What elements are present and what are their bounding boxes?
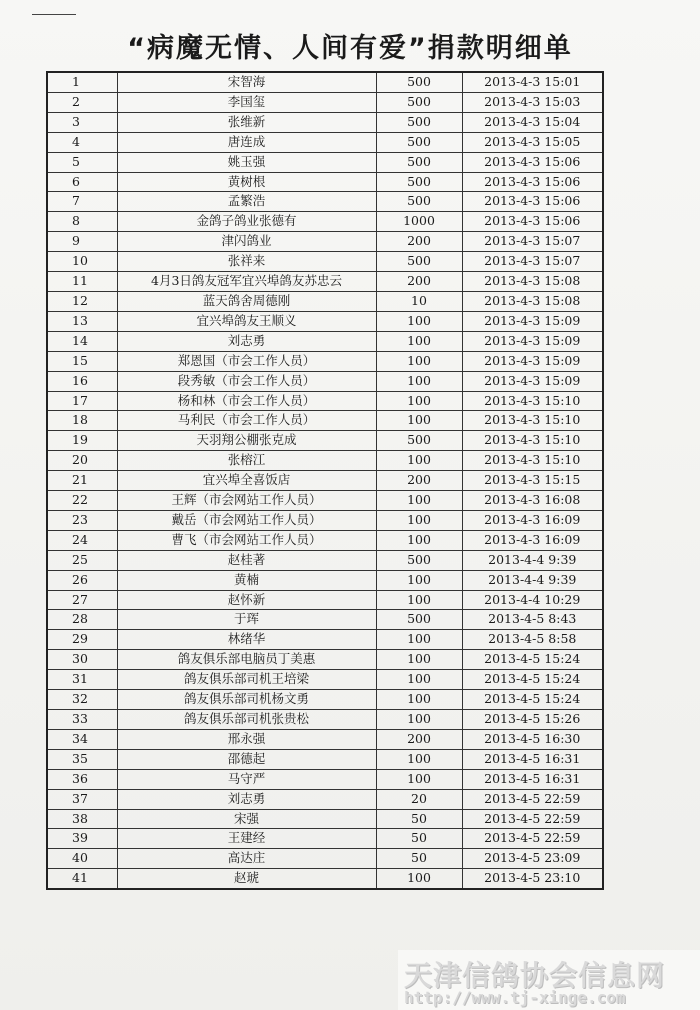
table-row — [47, 172, 603, 192]
donation-amount: 200 — [376, 471, 462, 491]
row-number: 5 — [47, 152, 117, 172]
table-row — [47, 829, 603, 849]
donation-amount: 500 — [376, 172, 462, 192]
donor-name: 邵德起 — [117, 749, 376, 769]
donor-name: 赵琥 — [117, 869, 376, 889]
table-row — [47, 451, 603, 471]
donation-time: 2013-4-4 9:39 — [462, 550, 603, 570]
donor-name: 刘志勇 — [117, 789, 376, 809]
row-number: 20 — [47, 451, 117, 471]
watermark-url: http://www.tj-xinge.com — [404, 988, 626, 1007]
donor-name: 李国玺 — [117, 92, 376, 112]
row-number: 10 — [47, 252, 117, 272]
donation-amount: 500 — [376, 550, 462, 570]
row-number: 39 — [47, 829, 117, 849]
donation-time: 2013-4-3 15:01 — [462, 72, 603, 92]
donor-name: 宜兴埠鸽友王顺义 — [117, 311, 376, 331]
donor-name: 马利民（市会工作人员） — [117, 411, 376, 431]
row-number: 16 — [47, 371, 117, 391]
donation-amount: 50 — [376, 849, 462, 869]
donation-time: 2013-4-3 15:09 — [462, 331, 603, 351]
donation-time: 2013-4-4 10:29 — [462, 590, 603, 610]
donation-amount: 500 — [376, 132, 462, 152]
table-row — [47, 550, 603, 570]
row-number: 38 — [47, 809, 117, 829]
donation-amount: 500 — [376, 92, 462, 112]
row-number: 30 — [47, 650, 117, 670]
donation-amount: 100 — [376, 590, 462, 610]
donation-time: 2013-4-3 15:15 — [462, 471, 603, 491]
row-number: 15 — [47, 351, 117, 371]
row-number: 11 — [47, 272, 117, 292]
row-number: 27 — [47, 590, 117, 610]
donation-time: 2013-4-5 16:30 — [462, 729, 603, 749]
donation-time: 2013-4-5 8:58 — [462, 630, 603, 650]
donation-amount: 10 — [376, 291, 462, 311]
donation-amount: 100 — [376, 690, 462, 710]
donation-time: 2013-4-3 15:07 — [462, 232, 603, 252]
donor-name: 段秀敏（市会工作人员） — [117, 371, 376, 391]
donation-amount: 500 — [376, 610, 462, 630]
donor-name: 金鸽子鸽业张德有 — [117, 212, 376, 232]
donor-name: 津闪鸽业 — [117, 232, 376, 252]
row-number: 19 — [47, 431, 117, 451]
donor-name: 4月3日鸽友冠军宜兴埠鸽友苏忠云 — [117, 272, 376, 292]
donation-time: 2013-4-3 15:04 — [462, 112, 603, 132]
donation-amount: 100 — [376, 630, 462, 650]
donation-time: 2013-4-5 8:43 — [462, 610, 603, 630]
table-row — [47, 152, 603, 172]
table-row — [47, 92, 603, 112]
table-row — [47, 849, 603, 869]
donation-time: 2013-4-5 22:59 — [462, 789, 603, 809]
donation-amount: 100 — [376, 769, 462, 789]
donation-amount: 100 — [376, 650, 462, 670]
table-row — [47, 112, 603, 132]
table-row — [47, 331, 603, 351]
donor-name: 邢永强 — [117, 729, 376, 749]
row-number: 41 — [47, 869, 117, 889]
donation-time: 2013-4-5 16:31 — [462, 749, 603, 769]
row-number: 8 — [47, 212, 117, 232]
donation-time: 2013-4-3 15:10 — [462, 451, 603, 471]
table-row — [47, 530, 603, 550]
donation-time: 2013-4-3 16:08 — [462, 491, 603, 511]
donor-name: 鸽友俱乐部司机杨文勇 — [117, 690, 376, 710]
donation-amount: 100 — [376, 451, 462, 471]
row-number: 25 — [47, 550, 117, 570]
donation-time: 2013-4-3 15:06 — [462, 192, 603, 212]
row-number: 29 — [47, 630, 117, 650]
donation-time: 2013-4-5 15:26 — [462, 710, 603, 730]
donor-name: 杨和林（市会工作人员） — [117, 391, 376, 411]
donation-amount: 500 — [376, 252, 462, 272]
row-number: 36 — [47, 769, 117, 789]
row-number: 3 — [47, 112, 117, 132]
row-number: 31 — [47, 670, 117, 690]
table-row — [47, 192, 603, 212]
table-row — [47, 311, 603, 331]
donation-time: 2013-4-5 15:24 — [462, 690, 603, 710]
donation-time: 2013-4-4 9:39 — [462, 570, 603, 590]
table-row — [47, 491, 603, 511]
donor-name: 于珲 — [117, 610, 376, 630]
donor-name: 鸽友俱乐部司机王培梁 — [117, 670, 376, 690]
row-number: 35 — [47, 749, 117, 769]
row-number: 14 — [47, 331, 117, 351]
donor-name: 宋强 — [117, 809, 376, 829]
donation-time: 2013-4-3 15:10 — [462, 431, 603, 451]
donation-amount: 1000 — [376, 212, 462, 232]
donation-time: 2013-4-3 15:09 — [462, 351, 603, 371]
table-row — [47, 769, 603, 789]
watermark-name: 天津信鸽协会信息网 — [404, 959, 666, 992]
donation-time: 2013-4-3 15:06 — [462, 212, 603, 232]
page-title: “病魔无情、人间有爱”捐款明细单 — [127, 33, 573, 64]
table-row — [47, 610, 603, 630]
donation-time: 2013-4-3 16:09 — [462, 530, 603, 550]
donor-name: 孟繁浩 — [117, 192, 376, 212]
row-number: 23 — [47, 510, 117, 530]
table-row — [47, 371, 603, 391]
donor-name: 王辉（市会网站工作人员） — [117, 491, 376, 511]
donor-name: 赵桂著 — [117, 550, 376, 570]
table-row — [47, 471, 603, 491]
donation-amount: 100 — [376, 491, 462, 511]
donor-name: 蓝天鸽舍周德刚 — [117, 291, 376, 311]
donation-time: 2013-4-3 15:09 — [462, 371, 603, 391]
donor-name: 王建经 — [117, 829, 376, 849]
donation-time: 2013-4-3 15:06 — [462, 152, 603, 172]
donation-amount: 100 — [376, 411, 462, 431]
table-row — [47, 212, 603, 232]
donation-time: 2013-4-3 15:10 — [462, 411, 603, 431]
donation-amount: 100 — [376, 570, 462, 590]
row-number: 26 — [47, 570, 117, 590]
row-number: 2 — [47, 92, 117, 112]
table-row — [47, 570, 603, 590]
table-row — [47, 132, 603, 152]
donation-amount: 50 — [376, 829, 462, 849]
row-number: 33 — [47, 710, 117, 730]
donation-time: 2013-4-3 15:08 — [462, 272, 603, 292]
donation-amount: 100 — [376, 371, 462, 391]
row-number: 4 — [47, 132, 117, 152]
donation-time: 2013-4-3 15:08 — [462, 291, 603, 311]
row-number: 7 — [47, 192, 117, 212]
donation-time: 2013-4-3 16:09 — [462, 510, 603, 530]
donation-time: 2013-4-5 23:09 — [462, 849, 603, 869]
row-number: 28 — [47, 610, 117, 630]
donor-name: 黄树根 — [117, 172, 376, 192]
donation-amount: 100 — [376, 710, 462, 730]
donor-name: 黄楠 — [117, 570, 376, 590]
donation-time: 2013-4-3 15:09 — [462, 311, 603, 331]
donation-amount: 500 — [376, 152, 462, 172]
donation-amount: 100 — [376, 670, 462, 690]
donor-name: 唐连成 — [117, 132, 376, 152]
donor-name: 宋智海 — [117, 72, 376, 92]
donation-amount: 100 — [376, 869, 462, 889]
donation-table-body — [47, 72, 603, 889]
donation-amount: 200 — [376, 729, 462, 749]
donation-amount: 50 — [376, 809, 462, 829]
row-number: 34 — [47, 729, 117, 749]
donation-time: 2013-4-5 23:10 — [462, 869, 603, 889]
table-row — [47, 749, 603, 769]
table-row — [47, 291, 603, 311]
table-row — [47, 869, 603, 889]
table-row — [47, 670, 603, 690]
table-row — [47, 590, 603, 610]
table-row — [47, 809, 603, 829]
donation-time: 2013-4-3 15:10 — [462, 391, 603, 411]
donation-time: 2013-4-5 16:31 — [462, 769, 603, 789]
donation-amount: 500 — [376, 112, 462, 132]
row-number: 24 — [47, 530, 117, 550]
table-row — [47, 391, 603, 411]
donation-amount: 100 — [376, 311, 462, 331]
donor-name: 林绪华 — [117, 630, 376, 650]
donation-amount: 200 — [376, 232, 462, 252]
row-number: 18 — [47, 411, 117, 431]
donation-amount: 500 — [376, 431, 462, 451]
donor-name: 马守严 — [117, 769, 376, 789]
table-row — [47, 690, 603, 710]
table-row — [47, 252, 603, 272]
row-number: 17 — [47, 391, 117, 411]
table-row — [47, 650, 603, 670]
donation-amount: 500 — [376, 72, 462, 92]
row-number: 12 — [47, 291, 117, 311]
row-number: 1 — [47, 72, 117, 92]
table-row — [47, 232, 603, 252]
donation-time: 2013-4-5 22:59 — [462, 829, 603, 849]
donation-amount: 100 — [376, 391, 462, 411]
donor-name: 郑恩国（市会工作人员） — [117, 351, 376, 371]
row-number: 40 — [47, 849, 117, 869]
donation-amount: 500 — [376, 192, 462, 212]
donor-name: 鸽友俱乐部司机张贵松 — [117, 710, 376, 730]
row-number: 22 — [47, 491, 117, 511]
donor-name: 宜兴埠全喜饭店 — [117, 471, 376, 491]
donation-time: 2013-4-5 15:24 — [462, 670, 603, 690]
donation-amount: 200 — [376, 272, 462, 292]
donor-name: 曹飞（市会网站工作人员） — [117, 530, 376, 550]
donation-amount: 100 — [376, 530, 462, 550]
table-row — [47, 510, 603, 530]
row-number: 21 — [47, 471, 117, 491]
row-number: 9 — [47, 232, 117, 252]
donor-name: 高达庄 — [117, 849, 376, 869]
donation-time: 2013-4-5 15:24 — [462, 650, 603, 670]
table-row — [47, 272, 603, 292]
row-number: 13 — [47, 311, 117, 331]
donor-name: 张榕江 — [117, 451, 376, 471]
table-row — [47, 789, 603, 809]
donor-name: 张祥来 — [117, 252, 376, 272]
donation-amount: 100 — [376, 331, 462, 351]
donation-amount: 100 — [376, 749, 462, 769]
donation-amount: 100 — [376, 351, 462, 371]
row-number: 32 — [47, 690, 117, 710]
donor-name: 鸽友俱乐部电脑员丁美惠 — [117, 650, 376, 670]
row-number: 6 — [47, 172, 117, 192]
row-number: 37 — [47, 789, 117, 809]
donor-name: 姚玉强 — [117, 152, 376, 172]
donation-time: 2013-4-3 15:06 — [462, 172, 603, 192]
table-row — [47, 431, 603, 451]
table-row — [47, 351, 603, 371]
donor-name: 刘志勇 — [117, 331, 376, 351]
donation-amount: 100 — [376, 510, 462, 530]
table-row — [47, 710, 603, 730]
donation-time: 2013-4-3 15:03 — [462, 92, 603, 112]
top-edge-mark — [32, 14, 76, 15]
table-row — [47, 411, 603, 431]
donor-name: 戴岳（市会网站工作人员） — [117, 510, 376, 530]
watermark — [398, 950, 700, 1010]
donation-time: 2013-4-5 22:59 — [462, 809, 603, 829]
donation-time: 2013-4-3 15:05 — [462, 132, 603, 152]
donation-table — [46, 71, 604, 890]
table-row — [47, 72, 603, 92]
donor-name: 赵怀新 — [117, 590, 376, 610]
table-row — [47, 630, 603, 650]
donor-name: 张维新 — [117, 112, 376, 132]
table-row — [47, 729, 603, 749]
donation-time: 2013-4-3 15:07 — [462, 252, 603, 272]
donation-amount: 20 — [376, 789, 462, 809]
donor-name: 天羽翔公棚张克成 — [117, 431, 376, 451]
